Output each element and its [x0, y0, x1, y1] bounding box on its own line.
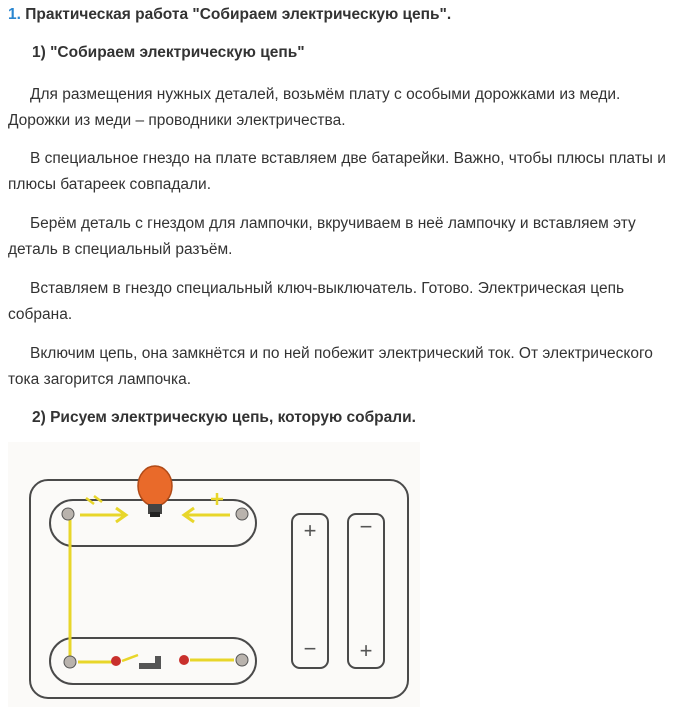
bottom-left-contact — [64, 656, 76, 668]
switch-key-icon — [155, 656, 161, 669]
battery-1-minus: − — [303, 636, 317, 661]
switch-contact-left — [111, 656, 121, 666]
paragraph-5: Включим цепь, она замкнётся и по ней побежит электрический ток. От электрического тока загорится лампочка. — [8, 345, 653, 388]
page-heading — [8, 6, 451, 24]
heading-title: Практическая работа "Собираем электрическую цепь". — [25, 6, 452, 23]
bottom-right-contact — [236, 654, 248, 666]
switch-body — [139, 663, 155, 669]
bulb-base — [150, 512, 160, 517]
switch-contact-right — [179, 655, 189, 665]
top-right-contact — [236, 508, 248, 520]
section2-title: 2) Рисуем электрическую цепь, которую собрали. — [32, 409, 416, 426]
battery-2-plus: + — [359, 638, 373, 663]
paragraph-1: Для размещения нужных деталей, возьмём плату с особыми дорожками из меди. Дорожки из меди – проводники электричества. — [8, 86, 621, 129]
battery-2-minus: − — [359, 514, 373, 539]
paragraph-3: Берём деталь с гнездом для лампочки, вкручиваем в неё лампочку и вставляем эту деталь в специальный разъём. — [8, 215, 636, 258]
switch-lever-wire — [122, 655, 138, 661]
bulb-icon — [138, 466, 172, 506]
paragraph-2: В специальное гнездо на плате вставляем две батарейки. Важно, чтобы плюсы платы и плюсы батареек совпадали. — [8, 150, 666, 193]
top-left-contact — [62, 508, 74, 520]
circuit-svg — [8, 442, 420, 707]
heading-number: 1. — [8, 6, 21, 23]
battery-1-plus: + — [303, 518, 317, 543]
circuit-drawing — [8, 442, 420, 707]
section1-title: 1) "Собираем электрическую цепь" — [32, 44, 305, 61]
paragraph-4: Вставляем в гнездо специальный ключ-выключатель. Готово. Электрическая цепь собрана. — [8, 280, 625, 323]
